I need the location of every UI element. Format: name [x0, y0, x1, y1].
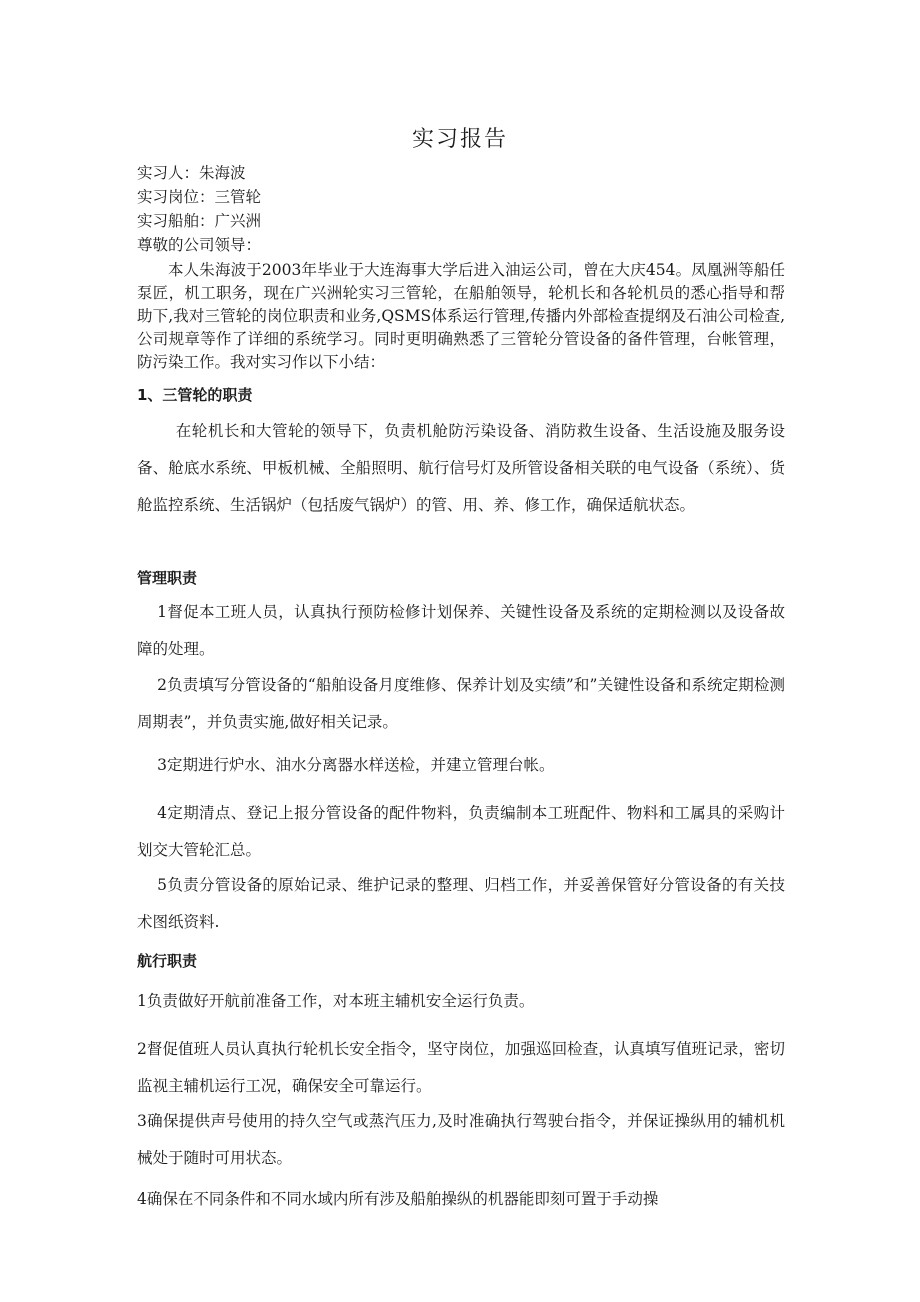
- page-title: 实习报告: [411, 127, 508, 152]
- navigation-item: 2督促值班人员认真执行轮机长安全指令，坚守岗位，加强巡回检查，认真填写值班记录，密切监视主辅机运行工况，确保安全可靠运行。: [137, 1040, 785, 1095]
- management-item: 1督促本工班人员，认真执行预防检修计划保养、关键性设备及系统的定期检测以及设备故障的处理。: [137, 603, 785, 658]
- navigation-item: 3确保提供声号使用的持久空气或蒸汽压力,及时准确执行驾驶台指令，并保证操纵用的辅机机械处于随时可用状态。: [137, 1112, 785, 1167]
- management-heading: 管理职责: [137, 569, 198, 587]
- management-item: 3定期进行炉水、油水分离器水样送检，并建立管理台帐。: [157, 756, 555, 774]
- section1-paragraph: 在轮机长和大管轮的领导下，负责机舱防污染设备、消防救生设备、生活设施及服务设备、舱底水系统、甲板机械、全船照明、航行信号灯及所管设备相关联的电气设备（系统）、货舱监控系统、生活锅炉（包括废气锅炉）的管、用、养、修工作，确保适航状态。: [137, 422, 785, 514]
- management-item: 5负责分管设备的原始记录、维护记录的整理、归档工作，并妥善保管好分管设备的有关技术图纸资料.: [137, 876, 785, 931]
- navigation-item: 4确保在不同条件和不同水域内所有涉及船舶操纵的机器能即刻可置于手动操: [137, 1190, 659, 1208]
- navigation-heading: 航行职责: [137, 952, 198, 970]
- salutation-line: 尊敬的公司领导：: [137, 236, 262, 254]
- management-item: 4定期清点、登记上报分管设备的配件物料，负责编制本工班配件、物料和工属具的采购计划交大管轮汇总。: [137, 804, 785, 859]
- position-line: 实习岗位：三管轮: [137, 188, 262, 206]
- management-item: 2负责填写分管设备的“船舶设备月度维修、保养计划及实绩”和”关键性设备和系统定期检测周期表”，并负责实施,做好相关记录。: [137, 676, 785, 731]
- intern-line: 实习人：朱海波: [137, 164, 246, 182]
- intro-paragraph: 本人朱海波于2003年毕业于大连海事大学后进入油运公司，曾在大庆454。凤凰洲等船任泵匠，机工职务，现在广兴洲轮实习三管轮，在船舶领导，轮机长和各轮机员的悉心指导和帮助下,我对三管轮的岗位职责和业务,QSMS体系运行管理,传播内外部检查提纲及石油公司检查,公司规章等作了详细的系统学习。同时更明确熟悉了三管轮分管设备的备件管理，台帐管理，防污染工作。我对实习作以下小结：: [137, 261, 785, 371]
- section1-heading: 1、三管轮的职责: [137, 386, 253, 404]
- ship-line: 实习船舶：广兴洲: [137, 212, 262, 230]
- navigation-item: 1负责做好开航前准备工作，对本班主辅机安全运行负责。: [137, 992, 535, 1010]
